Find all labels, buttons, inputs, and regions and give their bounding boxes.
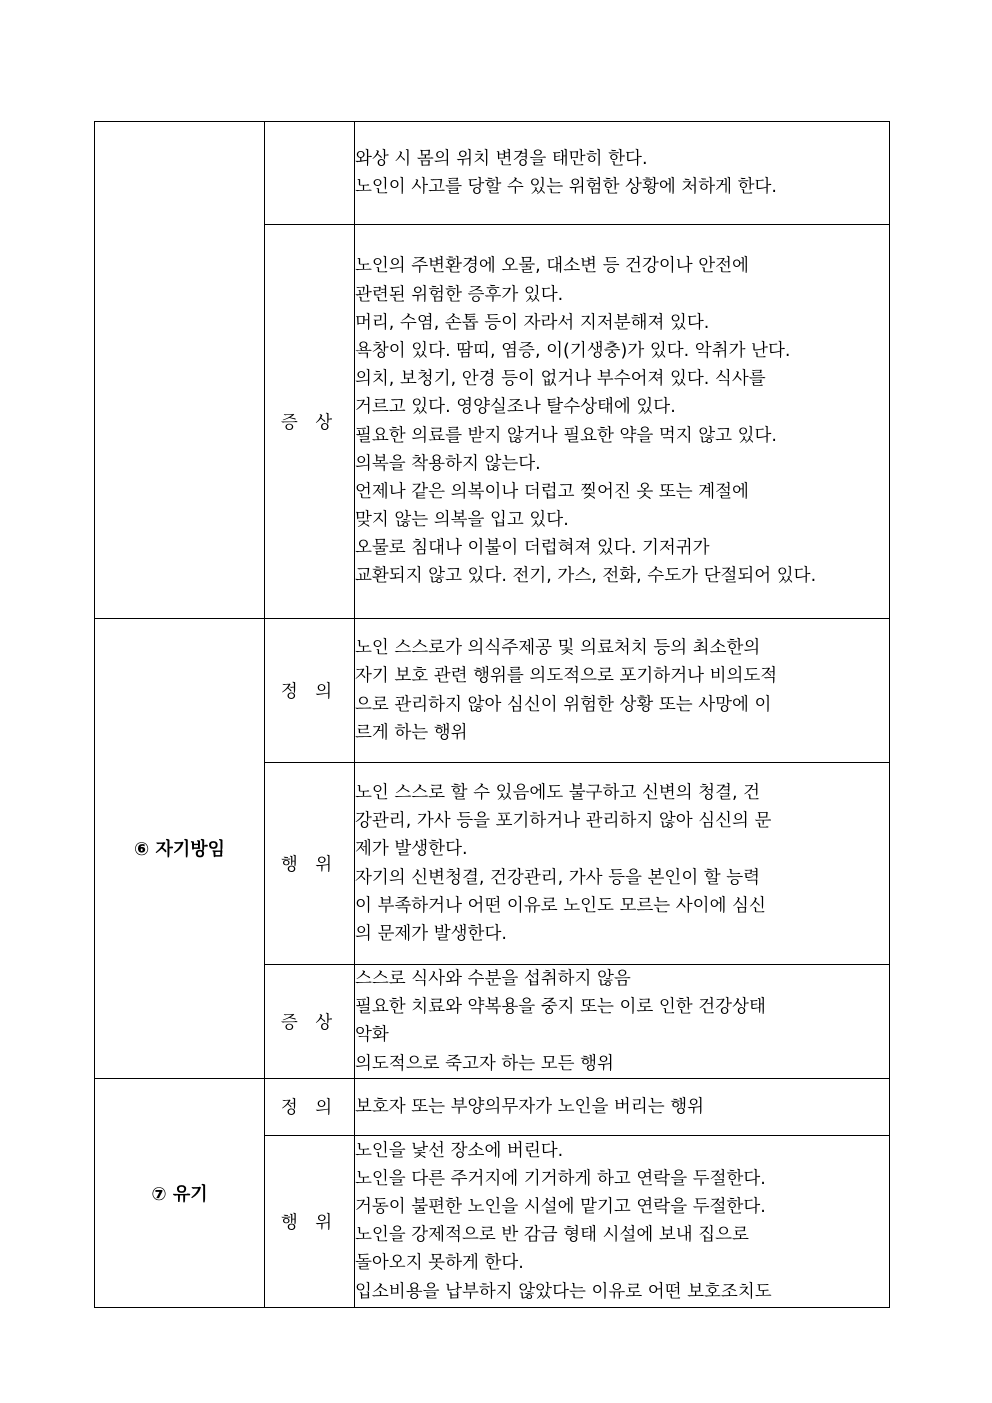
text-line: 욕창이 있다. 땀띠, 염증, 이(기생충)가 있다. 악취가 난다.	[355, 340, 791, 361]
text-line: 필요한 의료를 받지 않거나 필요한 약을 먹지 않고 있다.	[355, 425, 777, 446]
text-line: 보호자 또는 부양의무자가 노인을 버리는 행위	[355, 1096, 705, 1117]
subcategory-cell: 증 상	[265, 225, 355, 619]
text-line: 노인 스스로가 의식주제공 및 의료처치 등의 최소한의	[355, 638, 761, 659]
text-line: 으로 관리하지 않아 심신이 위험한 상황 또는 사망에 이	[355, 694, 772, 715]
text-line: 언제나 같은 의복이나 더럽고 찢어진 옷 또는 계절에	[355, 481, 749, 502]
text-line: 의도적으로 죽고자 하는 모든 행위	[355, 1053, 614, 1074]
text-line: 르게 하는 행위	[355, 722, 468, 743]
table-row	[95, 1078, 890, 1135]
text-line: 관련된 위험한 증후가 있다.	[355, 284, 564, 305]
text-line: 입소비용을 납부하지 않았다는 이유로 어떤 보호조치도	[355, 1281, 772, 1302]
text-line: 노인 스스로 할 수 있음에도 불구하고 신변의 청결, 건	[355, 782, 761, 803]
content-cell	[355, 965, 890, 1079]
subcategory-cell	[265, 122, 355, 225]
text-line: 자기의 신변청결, 건강관리, 가사 등을 본인이 할 능력	[355, 867, 761, 888]
category-cell-abandonment: ⑦ 유기	[95, 1078, 265, 1307]
subcategory-cell: 행 위	[265, 763, 355, 965]
content-cell	[355, 619, 890, 763]
text-line: 노인을 낯선 장소에 버린다.	[355, 1140, 564, 1161]
text-line: 돌아오지 못하게 한다.	[355, 1253, 524, 1274]
text-line: 노인의 주변환경에 오물, 대소변 등 건강이나 안전에	[355, 256, 749, 277]
text-line: 이 부족하거나 어떤 이유로 노인도 모르는 사이에 심신	[355, 895, 766, 916]
text-line: 의 문제가 발생한다.	[355, 923, 507, 944]
text-line: 머리, 수염, 손톱 등이 자라서 지저분해져 있다.	[355, 312, 710, 333]
text-line: 의복을 착용하지 않는다.	[355, 453, 541, 474]
text-line: 맞지 않는 의복을 입고 있다.	[355, 510, 569, 531]
text-line: 스스로 식사와 수분을 섭취하지 않음	[355, 969, 631, 989]
text-line: 노인을 강제적으로 반 감금 형태 시설에 보내 집으로	[355, 1225, 749, 1246]
subcategory-cell: 정 의	[265, 619, 355, 763]
text-line: 교환되지 않고 있다. 전기, 가스, 전화, 수도가 단절되어 있다.	[355, 566, 817, 587]
text-line: 거동이 불편한 노인을 시설에 맡기고 연락을 두절한다.	[355, 1197, 766, 1218]
abuse-type-table	[94, 121, 890, 1308]
text-line: 제가 발생한다.	[355, 839, 468, 860]
text-line: 와상 시 몸의 위치 변경을 태만히 한다.	[355, 148, 648, 169]
text-line: 노인이 사고를 당할 수 있는 위험한 상황에 처하게 한다.	[355, 177, 777, 197]
subcategory-cell: 증 상	[265, 965, 355, 1079]
table-row	[95, 619, 890, 763]
content-cell	[355, 122, 890, 225]
text-line: 거르고 있다. 영양실조나 탈수상태에 있다.	[355, 397, 676, 418]
content-cell	[355, 763, 890, 965]
text-line: 노인을 다른 주거지에 기거하게 하고 연락을 두절한다.	[355, 1168, 766, 1189]
subcategory-cell: 행 위	[265, 1135, 355, 1307]
category-cell-neglect-continued	[95, 122, 265, 619]
content-cell	[355, 1078, 890, 1135]
text-line: 악화	[355, 1025, 389, 1046]
text-line: 자기 보호 관련 행위를 의도적으로 포기하거나 비의도적	[355, 666, 778, 687]
table-row	[95, 122, 890, 225]
subcategory-cell: 정 의	[265, 1078, 355, 1135]
text-line: 필요한 치료와 약복용을 중지 또는 이로 인한 건강상태	[355, 997, 766, 1018]
content-cell	[355, 225, 890, 619]
text-line: 의치, 보청기, 안경 등이 없거나 부수어져 있다. 식사를	[355, 369, 766, 390]
text-line: 오물로 침대나 이불이 더럽혀져 있다. 기저귀가	[355, 538, 710, 559]
text-line: 강관리, 가사 등을 포기하거나 관리하지 않아 심신의 문	[355, 811, 772, 832]
category-cell-self-neglect: ⑥ 자기방임	[95, 619, 265, 1079]
content-cell	[355, 1135, 890, 1307]
